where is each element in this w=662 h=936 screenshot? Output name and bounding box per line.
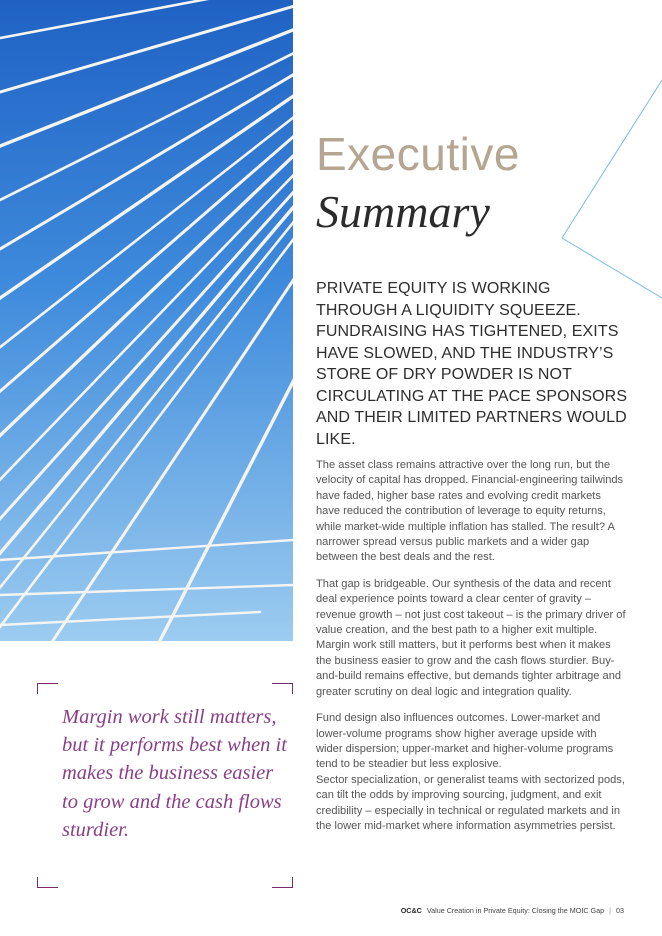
body-paragraph: That gap is bridgeable. Our synthesis of the data and recent deal experience points toward a clear center of gravity – revenue growth – not just cost takeout – is the primary driver of value creation, and the best path to a higher exit multiple. Margin work still matters, but it performs best when it makes the business easier to grow and the cash flows sturdier. Buy-and-build remains effective, but demands tighter arbitrage and greater scrutiny on deal logic and integration quality.: [316, 577, 626, 698]
title-line-summary: Summary: [316, 186, 490, 237]
pull-quote: Margin work still matters, but it performs best when it makes the business easier to grow and the cash flows sturdier.: [62, 706, 287, 841]
footer-brand: OC&C: [400, 906, 422, 915]
page-title: [316, 128, 520, 238]
frame-corner: [37, 877, 58, 888]
frame-corner: [272, 877, 293, 888]
title-line-executive: Executive: [316, 128, 520, 180]
footer-title: Value Creation in Private Equity: Closing the MOIC Gap: [426, 906, 605, 915]
lead-paragraph: PRIVATE EQUITY IS WORKING THROUGH A LIQUIDITY SQUEEZE. FUNDRAISING HAS TIGHTENED, EXITS HAVE SLOWED, AND THE INDUSTRY’S STORE OF DRY POWDER IS NOT CIRCULATING AT THE PACE SPONSORS AND THEIR LIMITED PARTNERS WOULD LIKE.: [316, 280, 628, 448]
page-number: 03: [616, 906, 624, 915]
body-paragraph: Fund design also influences outcomes. Lower-market and lower-volume programs show higher average upside with wider dispersion; upper-market and higher-volume programs tend to be steadier but less explosive.: [316, 712, 614, 771]
body-paragraph: Sector specialization, or generalist teams with sectorized pods, can tilt the odds by improving sourcing, judgment, and exit credibility – especially in technical or regulated markets and in the lower mid-market where information asymmetries persist.: [316, 773, 625, 832]
bridge-cables-photo: [0, 0, 293, 641]
frame-corner: [37, 683, 58, 694]
body-text: [316, 458, 626, 845]
page-footer: [401, 906, 624, 915]
pull-quote-frame: [37, 683, 293, 888]
body-paragraph: The asset class remains attractive over the long run, but the velocity of capital has dropped. Financial-engineering tailwinds have faded, higher base rates and evolving credit markets have reduced the contribution of leverage to equity returns, while market-wide multiple inflation has stalled. The result? A narrower spread versus public markets and a wider gap between the best deals and the rest.: [316, 459, 624, 564]
footer-separator: |: [609, 906, 611, 915]
frame-corner: [272, 683, 293, 694]
